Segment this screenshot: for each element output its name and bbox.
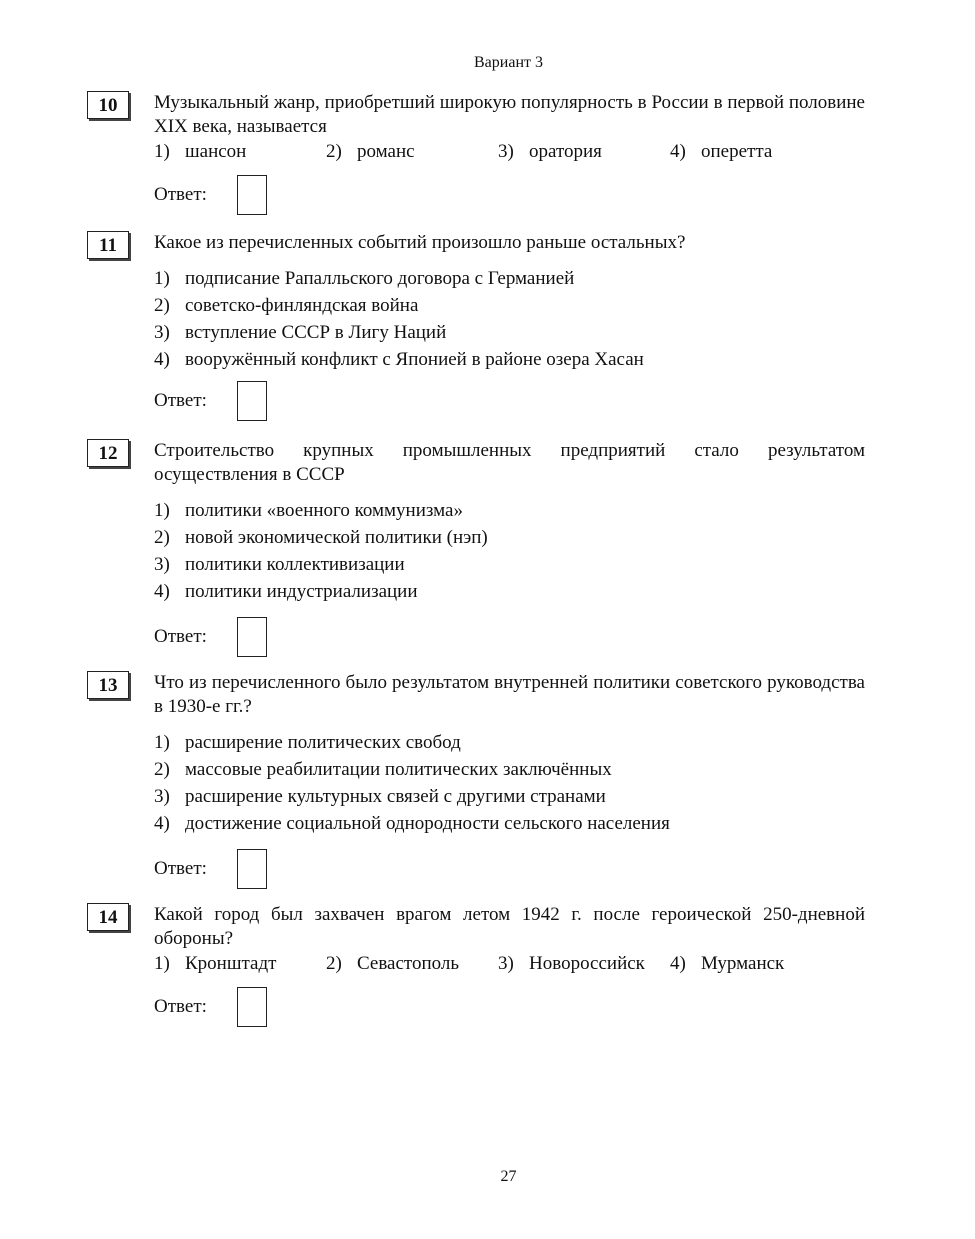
option-2: 2) романс <box>326 141 415 162</box>
answer-box[interactable] <box>237 987 267 1027</box>
answer-box[interactable] <box>237 617 267 657</box>
options <box>154 499 865 607</box>
question-14 <box>87 903 865 1029</box>
answer-box[interactable] <box>237 381 267 421</box>
question-text: Какое из перечисленных событий произошло раньше остальных? <box>154 232 686 253</box>
question-13 <box>87 671 865 891</box>
answer-box[interactable] <box>237 175 267 215</box>
question-text: Строительство крупных промышленных предприятий стало результатом осуществления в СССР <box>154 440 865 485</box>
option-2: 2) новой экономической политики (нэп) <box>154 527 488 548</box>
options <box>154 952 865 979</box>
answer-row <box>154 847 865 891</box>
options <box>154 140 865 167</box>
answer-row <box>154 379 865 423</box>
option-1: 1) Кронштадт <box>154 953 277 974</box>
option-2: 2) массовые реабилитации политических заключённых <box>154 759 612 780</box>
options <box>154 731 865 839</box>
question-text: Какой город был захвачен врагом летом 1942 г. после героической 250-дневной обороны? <box>154 904 865 949</box>
answer-row <box>154 615 865 659</box>
answer-label: Ответ: <box>154 184 207 205</box>
question-10 <box>87 91 865 217</box>
option-1: 1) политики «военного коммунизма» <box>154 500 463 521</box>
options <box>154 267 865 375</box>
answer-label: Ответ: <box>154 996 207 1017</box>
question-12 <box>87 439 865 659</box>
question-text: Музыкальный жанр, приобретший широкую популярность в России в первой половине XIX века, называется <box>154 92 865 137</box>
question-11 <box>87 231 865 423</box>
option-1: 1) подписание Рапалльского договора с Германией <box>154 268 575 289</box>
option-3: 3) Новороссийск <box>498 953 645 974</box>
page-number: 27 <box>500 1168 517 1185</box>
option-3: 3) политики коллективизации <box>154 554 405 575</box>
question-number: 10 <box>87 91 129 119</box>
option-3: 3) расширение культурных связей с другими странами <box>154 786 606 807</box>
question-number: 11 <box>87 231 129 259</box>
option-4: 4) вооружённый конфликт с Японией в районе озера Хасан <box>154 349 644 370</box>
question-number: 14 <box>87 903 129 931</box>
option-3: 3) оратория <box>498 141 602 162</box>
question-text: Что из перечисленного было результатом внутренней политики советского руководства в 1930-е гг.? <box>154 672 865 717</box>
option-4: 4) оперетта <box>670 141 773 162</box>
answer-label: Ответ: <box>154 858 207 879</box>
question-number: 13 <box>87 671 129 699</box>
answer-label: Ответ: <box>154 626 207 647</box>
option-4: 4) Мурманск <box>670 953 785 974</box>
answer-box[interactable] <box>237 849 267 889</box>
option-3: 3) вступление СССР в Лигу Наций <box>154 322 447 343</box>
question-number: 12 <box>87 439 129 467</box>
option-4: 4) достижение социальной однородности сельского населения <box>154 813 670 834</box>
answer-row <box>154 173 865 217</box>
answer-row <box>154 985 865 1029</box>
answer-label: Ответ: <box>154 390 207 411</box>
page-header: Вариант 3 <box>474 54 543 71</box>
option-1: 1) шансон <box>154 141 247 162</box>
option-2: 2) Севастополь <box>326 953 460 974</box>
option-1: 1) расширение политических свобод <box>154 732 461 753</box>
option-4: 4) политики индустриализации <box>154 581 418 602</box>
option-2: 2) советско-финляндская война <box>154 295 419 316</box>
